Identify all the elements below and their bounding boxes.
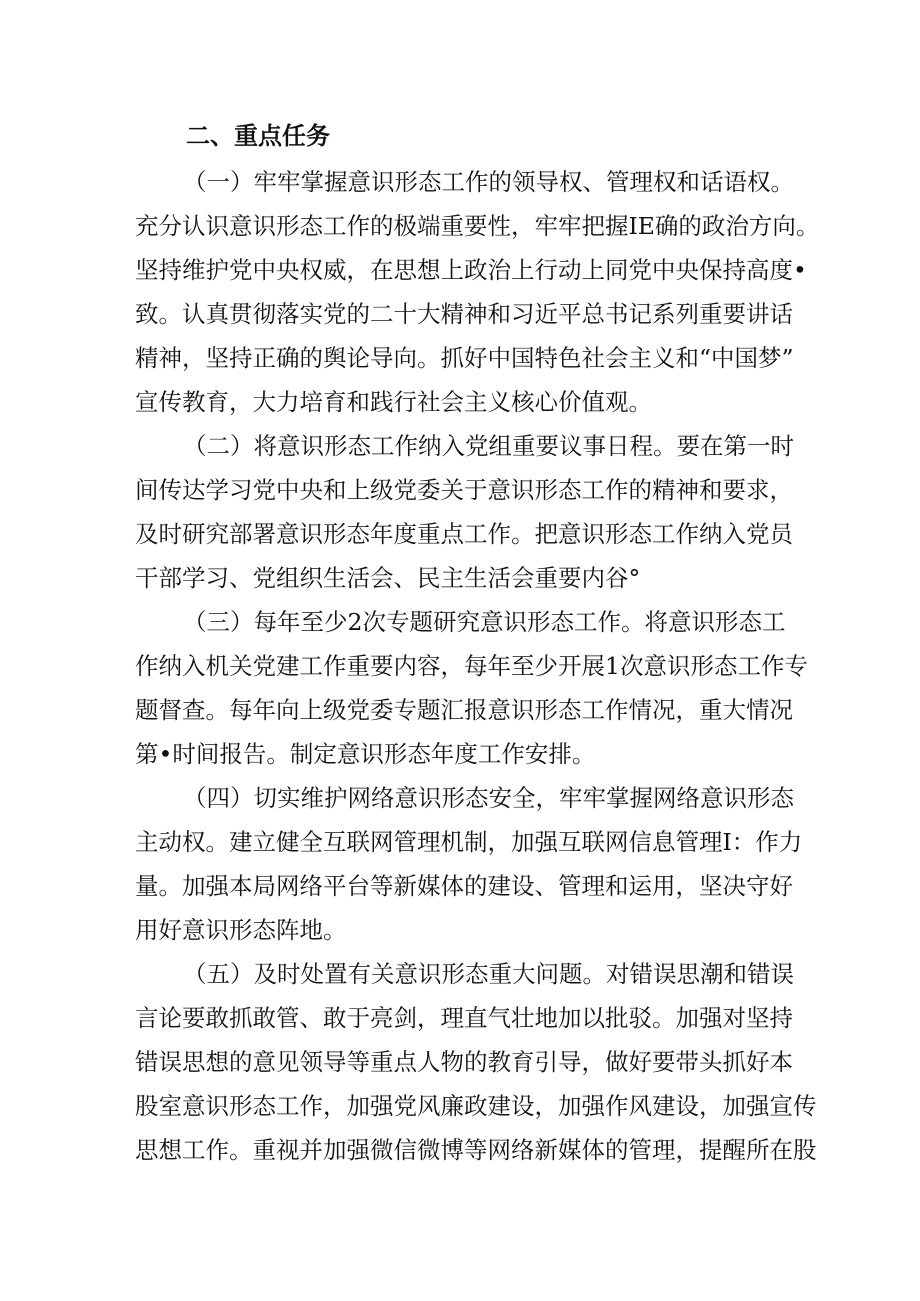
paragraph-5-line-3: 错误思想的意见领导等重点人物的教育引导，做好要带头抓好本: [135, 1048, 793, 1076]
paragraph-4-line-4: 用好意识形态阵地。: [135, 916, 347, 944]
paragraph-1-line-5: 精神，坚持正确的舆论导向。抓好中国特色社会主义和“中国梦”: [135, 344, 794, 372]
paragraph-2-line-3: 及时研究部署意识形态年度重点工作。把意识形态工作纳入党员: [135, 520, 793, 548]
paragraph-2-line-4: 干部学习、党组织生活会、民主生活会重要内谷°: [135, 564, 641, 592]
paragraph-3-line-3: 题督查。每年向上级党委专题汇报意识形态工作情况，重大情况: [135, 696, 793, 724]
paragraph-4-line-2: 主动权。建立健全互联网管理机制，加强互联网信息管理I：作力: [135, 828, 803, 856]
section-title: 二、重点任务: [186, 122, 330, 150]
paragraph-3-line-2: 作纳入机关党建工作重要内容，每年至少开展1次意识形态工作专: [135, 652, 808, 680]
paragraph-1-line-6: 宣传教育，大力培育和践行社会主义核心价值观。: [135, 388, 652, 416]
paragraph-5-line-5: 思想工作。重视并加强微信微博等网络新媒体的管理，提醒所在股: [135, 1136, 817, 1164]
paragraph-5-line-1: （五）及时处置有关意识形态重大问题。对错误思潮和错误: [183, 960, 794, 988]
paragraph-5-line-4: 股室意识形态工作，加强党风廉政建设，加强作风建设，加强宣传: [135, 1092, 817, 1120]
paragraph-2-line-1: （二）将意识形态工作纳入党组重要议事日程。要在第一时: [183, 432, 794, 460]
paragraph-1-line-3: 坚持维护党中央权威，在思想上政治上行动上同党中央保持高度•: [135, 256, 807, 284]
paragraph-2-line-2: 间传达学习党中央和上级党委关于意识形态工作的精神和要求，: [135, 476, 793, 504]
paragraph-1-line-2: 充分认识意识形态工作的极端重要性，牢牢把握IE确的政治方向。: [135, 212, 820, 240]
paragraph-3-line-1: （三）每年至少2次专题研究意识形态工作。将意识形态工: [183, 608, 786, 636]
paragraph-5-line-2: 言论要敢抓敢管、敢于亮剑，理直气壮地加以批驳。加强对坚持: [135, 1004, 793, 1032]
paragraph-1-line-1: （一）牢牢掌握意识形态工作的领导权、管理权和话语权。: [183, 168, 794, 196]
paragraph-3-line-4: 第•时间报告。制定意识形态年度工作安排。: [135, 740, 596, 768]
paragraph-1-line-4: 致。认真贯彻落实党的二十大精神和习近平总书记系列重要讲话: [135, 300, 793, 328]
paragraph-4-line-3: 量。加强本局网络平台等新媒体的建设、管理和运用，坚决守好: [135, 872, 793, 900]
paragraph-4-line-1: （四）切实维护网络意识形态安全，牢牢掌握网络意识形态: [183, 784, 794, 812]
